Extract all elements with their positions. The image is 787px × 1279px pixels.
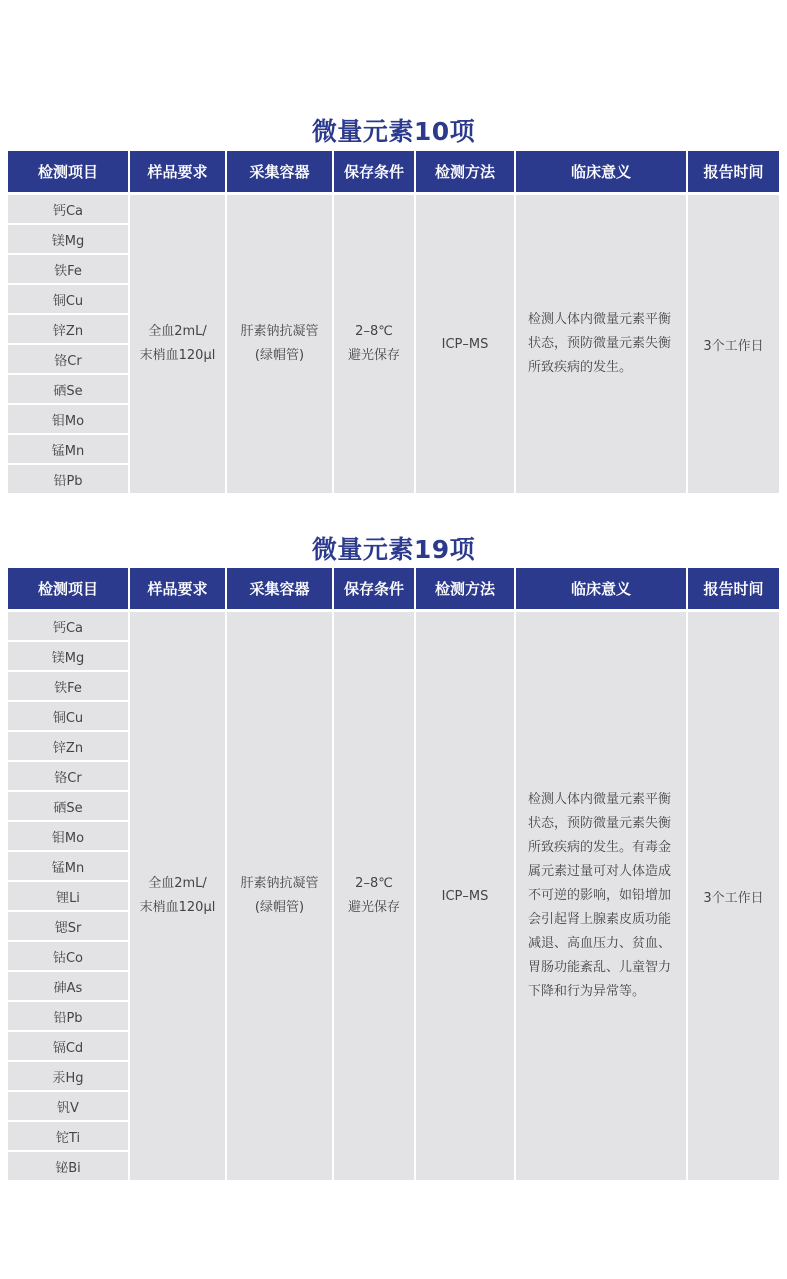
column-header: 样品要求 [129, 151, 226, 194]
significance-cell [515, 194, 687, 494]
item-cell: 锂Li [8, 881, 129, 911]
panel19-title: 微量元素19项 [311, 535, 476, 564]
column-header: 保存条件 [333, 568, 415, 611]
method-cell: ICP–MS [415, 194, 515, 494]
item-cell: 铅Pb [8, 1001, 129, 1031]
item-cell: 镁Mg [8, 224, 129, 254]
storage-cell-line: 2–8℃ [355, 876, 393, 891]
item-cell: 钴Co [8, 941, 129, 971]
item-cell: 锌Zn [8, 314, 129, 344]
item-cell: 镉Cd [8, 1031, 129, 1061]
column-header: 检测方法 [415, 568, 515, 611]
storage-cell [333, 194, 415, 494]
method-cell: ICP–MS [415, 611, 515, 1181]
container-cell [226, 611, 333, 1181]
storage-cell-line: 避光保存 [347, 900, 400, 915]
column-header: 采集容器 [226, 151, 333, 194]
column-header: 检测项目 [8, 151, 129, 194]
column-header: 报告时间 [687, 568, 779, 611]
significance-cell [515, 611, 687, 1181]
container-cell-line: 肝素钠抗凝管 [240, 876, 319, 891]
item-cell: 铋Bi [8, 1151, 129, 1180]
item-cell: 铁Fe [8, 671, 129, 701]
item-cell: 钼Mo [8, 404, 129, 434]
item-cell: 硒Se [8, 374, 129, 404]
storage-cell [333, 611, 415, 1181]
item-cell: 铬Cr [8, 761, 129, 791]
item-cell: 铊Ti [8, 1121, 129, 1151]
item-cell: 锰Mn [8, 434, 129, 464]
item-cell: 铜Cu [8, 701, 129, 731]
item-cell: 钒V [8, 1091, 129, 1121]
column-header: 采集容器 [226, 568, 333, 611]
item-cell: 锰Mn [8, 851, 129, 881]
sample-cell-line: 末梢血120μl [139, 348, 216, 363]
sample-cell-line: 全血2mL/ [148, 876, 207, 891]
header-row [8, 568, 779, 611]
table-row [8, 194, 779, 225]
sample-cell [129, 611, 226, 1181]
item-cell: 铬Cr [8, 344, 129, 374]
item-cell: 钼Mo [8, 821, 129, 851]
container-cell-line: (绿帽管) [254, 900, 305, 915]
storage-cell-line: 2–8℃ [355, 324, 393, 339]
storage-cell-line: 避光保存 [347, 348, 400, 363]
panel10-title: 微量元素10项 [311, 117, 476, 146]
sample-cell [129, 194, 226, 494]
container-cell-line: (绿帽管) [254, 348, 305, 363]
item-cell: 砷As [8, 971, 129, 1001]
significance-text: 检测人体内微量元素平衡状态，预防微量元素失衡所致疾病的发生。 [528, 312, 672, 375]
header-row [8, 151, 779, 194]
container-cell [226, 194, 333, 494]
column-header: 检测方法 [415, 151, 515, 194]
column-header: 临床意义 [515, 151, 687, 194]
sample-cell-line: 末梢血120μl [139, 900, 216, 915]
report-time-cell: 3个工作日 [687, 194, 779, 494]
column-header: 样品要求 [129, 568, 226, 611]
item-cell: 铅Pb [8, 464, 129, 493]
item-cell: 硒Se [8, 791, 129, 821]
item-cell: 钙Ca [8, 194, 129, 225]
item-cell: 铁Fe [8, 254, 129, 284]
column-header: 保存条件 [333, 151, 415, 194]
column-header: 报告时间 [687, 151, 779, 194]
panel10-table [8, 151, 779, 493]
column-header: 检测项目 [8, 568, 129, 611]
container-cell-line: 肝素钠抗凝管 [240, 324, 319, 339]
item-cell: 铜Cu [8, 284, 129, 314]
item-cell: 锶Sr [8, 911, 129, 941]
item-cell: 镁Mg [8, 641, 129, 671]
panel19-table [8, 568, 779, 1180]
table-row [8, 611, 779, 642]
report-time-cell: 3个工作日 [687, 611, 779, 1181]
column-header: 临床意义 [515, 568, 687, 611]
sample-cell-line: 全血2mL/ [148, 324, 207, 339]
item-cell: 汞Hg [8, 1061, 129, 1091]
item-cell: 钙Ca [8, 611, 129, 642]
item-cell: 锌Zn [8, 731, 129, 761]
significance-text: 检测人体内微量元素平衡状态，预防微量元素失衡所致疾病的发生。有毒金属元素过量可对人体造成不可逆的影响，如铅增加会引起肾上腺素皮质功能减退、高血压力、贫血、胃肠功能紊乱、儿童智力下降和行为异常等。 [528, 792, 672, 999]
